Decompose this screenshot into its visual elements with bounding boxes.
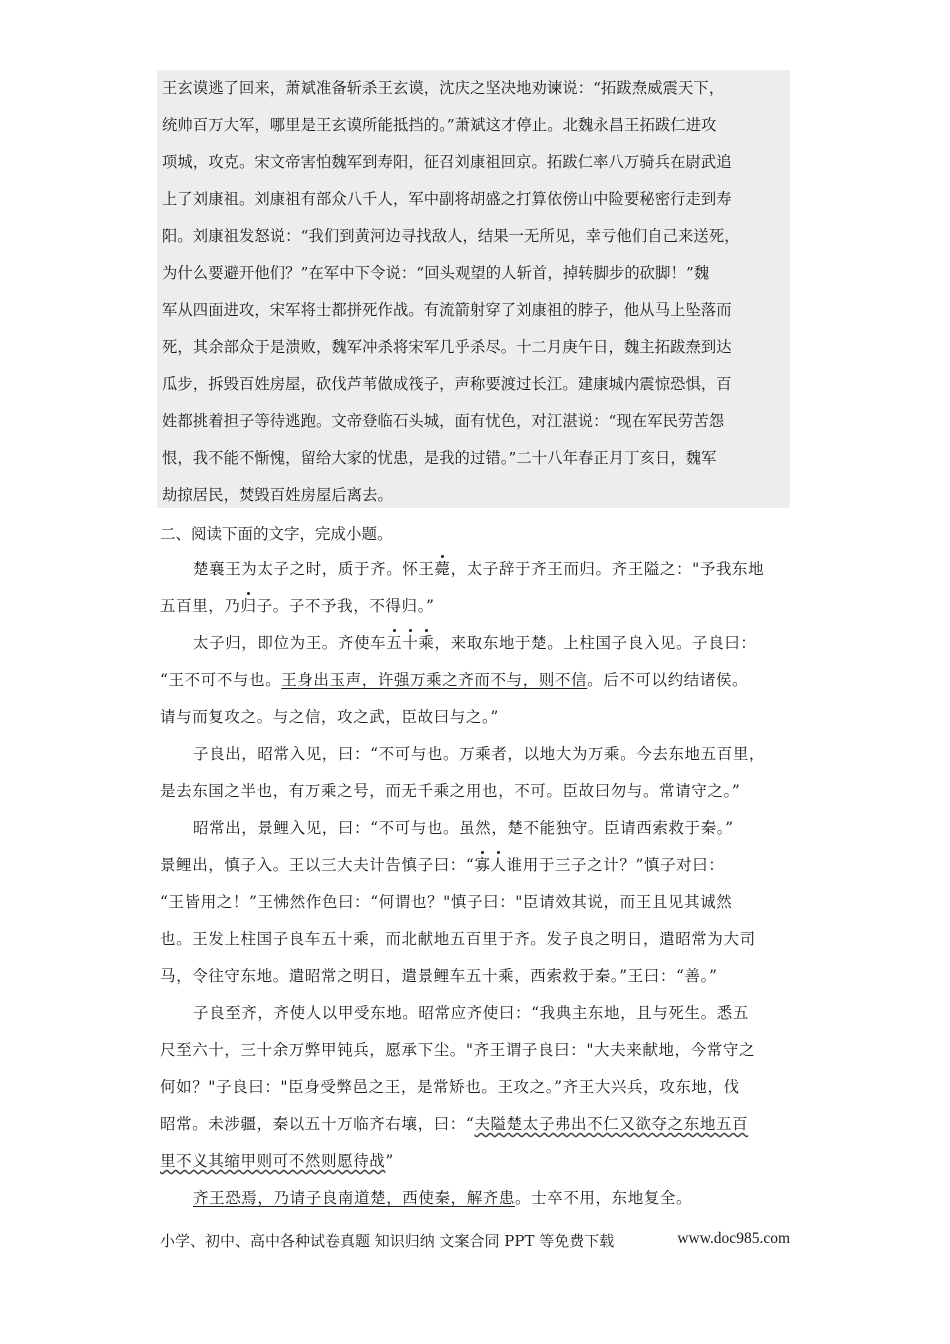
text-segment: ” xyxy=(385,1152,394,1170)
text-line xyxy=(160,853,724,875)
passage-line: 军从四面进攻，宋军将士都拼死作战。有流箭射穿了刘康祖的脖子，他从马上坠落而 xyxy=(162,301,732,319)
text-segment: 楚襄王为太子之时，质于齐。怀王 xyxy=(193,560,435,578)
emphasis-char: 寡 xyxy=(474,856,491,874)
translation-passage-block xyxy=(157,70,790,508)
emphasis-char: 乘 xyxy=(418,634,435,652)
text-line xyxy=(193,631,757,653)
footer-url[interactable]: www.doc985.com xyxy=(677,1230,790,1247)
text-segment: 昭常。未涉疆，秦以五十万临齐右壤，曰：“ xyxy=(160,1115,475,1133)
text-segment: ，来取东地于楚。上柱国子良入见。子良曰： xyxy=(434,634,757,652)
emphasis-char: 薨 xyxy=(434,560,451,578)
passage-line: 项城，攻克。宋文帝害怕魏军到寿阳，征召刘康祖回京。拓跋仁率八万骑兵在尉武追 xyxy=(162,153,732,171)
text-line: 何如？"子良曰："臣身受弊邑之王，是常矫也。王攻之。”齐王大兴兵，攻东地，伐 xyxy=(160,1078,740,1096)
passage-line: 死，其余部众于是溃败，魏军冲杀将宋军几乎杀尽。十二月庚午日，魏主拓跋焘到达 xyxy=(162,338,732,356)
footer-text: 小学、初中、高中各种试卷真题 知识归纳 文案合同 PPT 等免费下载 xyxy=(160,1232,615,1250)
text-line xyxy=(160,668,748,690)
emphasis-char: 归 xyxy=(240,597,257,615)
passage-line: 王玄谟逃了回来，萧斌准备斩杀王玄谟，沈庆之坚决地劝谏说：“拓跋焘威震天下， xyxy=(162,79,725,97)
text-line: 请与而复攻之。与之信，攻之武，臣故曰与之。” xyxy=(160,708,499,726)
passage-line: 姓都挑着担子等待逃跑。文帝登临石头城，面有忧色，对江湛说：“现在军民劳苦怨 xyxy=(162,412,725,430)
underlined-sentence: 王身出玉声，许强万乘之齐而不与，则不信 xyxy=(281,671,588,689)
text-line xyxy=(160,1112,748,1134)
passage-line: 恨，我不能不惭愧，留给大家的忧患，是我的过错。”二十八年春正月丁亥日，魏军 xyxy=(162,449,717,467)
wavy-underlined-sentence: 里不义其缩甲则可不然则愿待战 xyxy=(160,1152,386,1170)
text-line xyxy=(193,1186,692,1208)
text-line: 马，令往守东地。遣昭常之明日，遣景鲤车五十乘，西索救于秦。”王曰：“善。” xyxy=(160,967,718,985)
text-line: 昭常出，景鲤入见，曰：“不可与也。虽然，楚不能独守。臣请西索救于秦。” xyxy=(193,819,734,837)
text-segment: 五百里，乃 xyxy=(160,597,241,615)
text-line: 是去东国之半也，有万乘之号，而无千乘之用也，不可。臣故曰勿与。常请守之。” xyxy=(160,782,741,800)
page-footer xyxy=(160,1230,790,1251)
passage-line: 为什么要避开他们？”在军中下令说：“回头观望的人斩首，掉转脚步的砍脚！”魏 xyxy=(162,264,710,282)
emphasis-char: 十 xyxy=(402,634,419,652)
underlined-sentence: 齐王恐焉，乃请子良南道楚，西使秦，解齐患 xyxy=(193,1189,516,1207)
text-segment: 谁用于三子之计？”慎子对曰： xyxy=(506,856,725,874)
emphasis-char: 五 xyxy=(386,634,403,652)
text-segment: 子。子不予我，不得归。” xyxy=(256,597,435,615)
text-line: 子良出，昭常入见，曰：“不可与也。万乘者，以地大为万乘。今去东地五百里， xyxy=(193,745,766,763)
text-segment: 太子归，即位为王。齐使车 xyxy=(193,634,387,652)
text-line: 子良至齐，齐使人以甲受东地。昭常应齐使曰：“我典主东地，且与死生。悉五 xyxy=(193,1004,749,1022)
emphasis-char: 人 xyxy=(490,856,507,874)
section-heading: 二、阅读下面的文字，完成小题。 xyxy=(160,525,393,543)
text-line: 也。王发上柱国子良车五十乘，而北献地五百里于齐。发子良之明日，遣昭常为大司 xyxy=(160,930,756,948)
text-segment: 。后不可以约结诸侯。 xyxy=(587,671,749,689)
text-segment: 景鲤出，慎子入。王以三大夫计告慎子曰：“ xyxy=(160,856,475,874)
passage-line: 阳。刘康祖发怒说：“我们到黄河边寻找敌人，结果一无所见，幸亏他们自己来送死， xyxy=(162,227,740,245)
wavy-underlined-sentence: 夫隘楚太子弗出不仁又欲夺之东地五百 xyxy=(474,1115,749,1133)
text-segment: “王不可不与也。 xyxy=(160,671,282,689)
passage-line: 瓜步，拆毁百姓房屋，砍伐芦苇做成筏子，声称要渡过长江。建康城内震惊恐惧，百 xyxy=(162,375,732,393)
text-segment: 。士卒不用，东地复全。 xyxy=(515,1189,693,1207)
passage-line: 上了刘康祖。刘康祖有部众八千人，军中副将胡盛之打算依傍山中险要秘密行走到寿 xyxy=(162,190,732,208)
text-line: “王皆用之！”王怫然作色曰：“何谓也？"慎子曰："臣请效其说，而王且见其诚然 xyxy=(160,893,733,911)
text-line xyxy=(160,594,435,616)
passage-line: 统帅百万大军，哪里是王玄谟所能抵挡的。”萧斌这才停止。北魏永昌王拓跋仁进攻 xyxy=(162,116,717,134)
text-line xyxy=(193,557,764,579)
passage-line: 劫掠居民，焚毁百姓房屋后离去。 xyxy=(162,486,393,504)
text-segment: ，太子辞于齐王而归。齐王隘之："予我东地 xyxy=(450,560,765,578)
text-line: 尺至六十，三十余万弊甲钝兵，愿承下尘。"齐王谓子良曰："大夫来献地，今常守之 xyxy=(160,1041,756,1059)
text-line xyxy=(160,1149,394,1171)
